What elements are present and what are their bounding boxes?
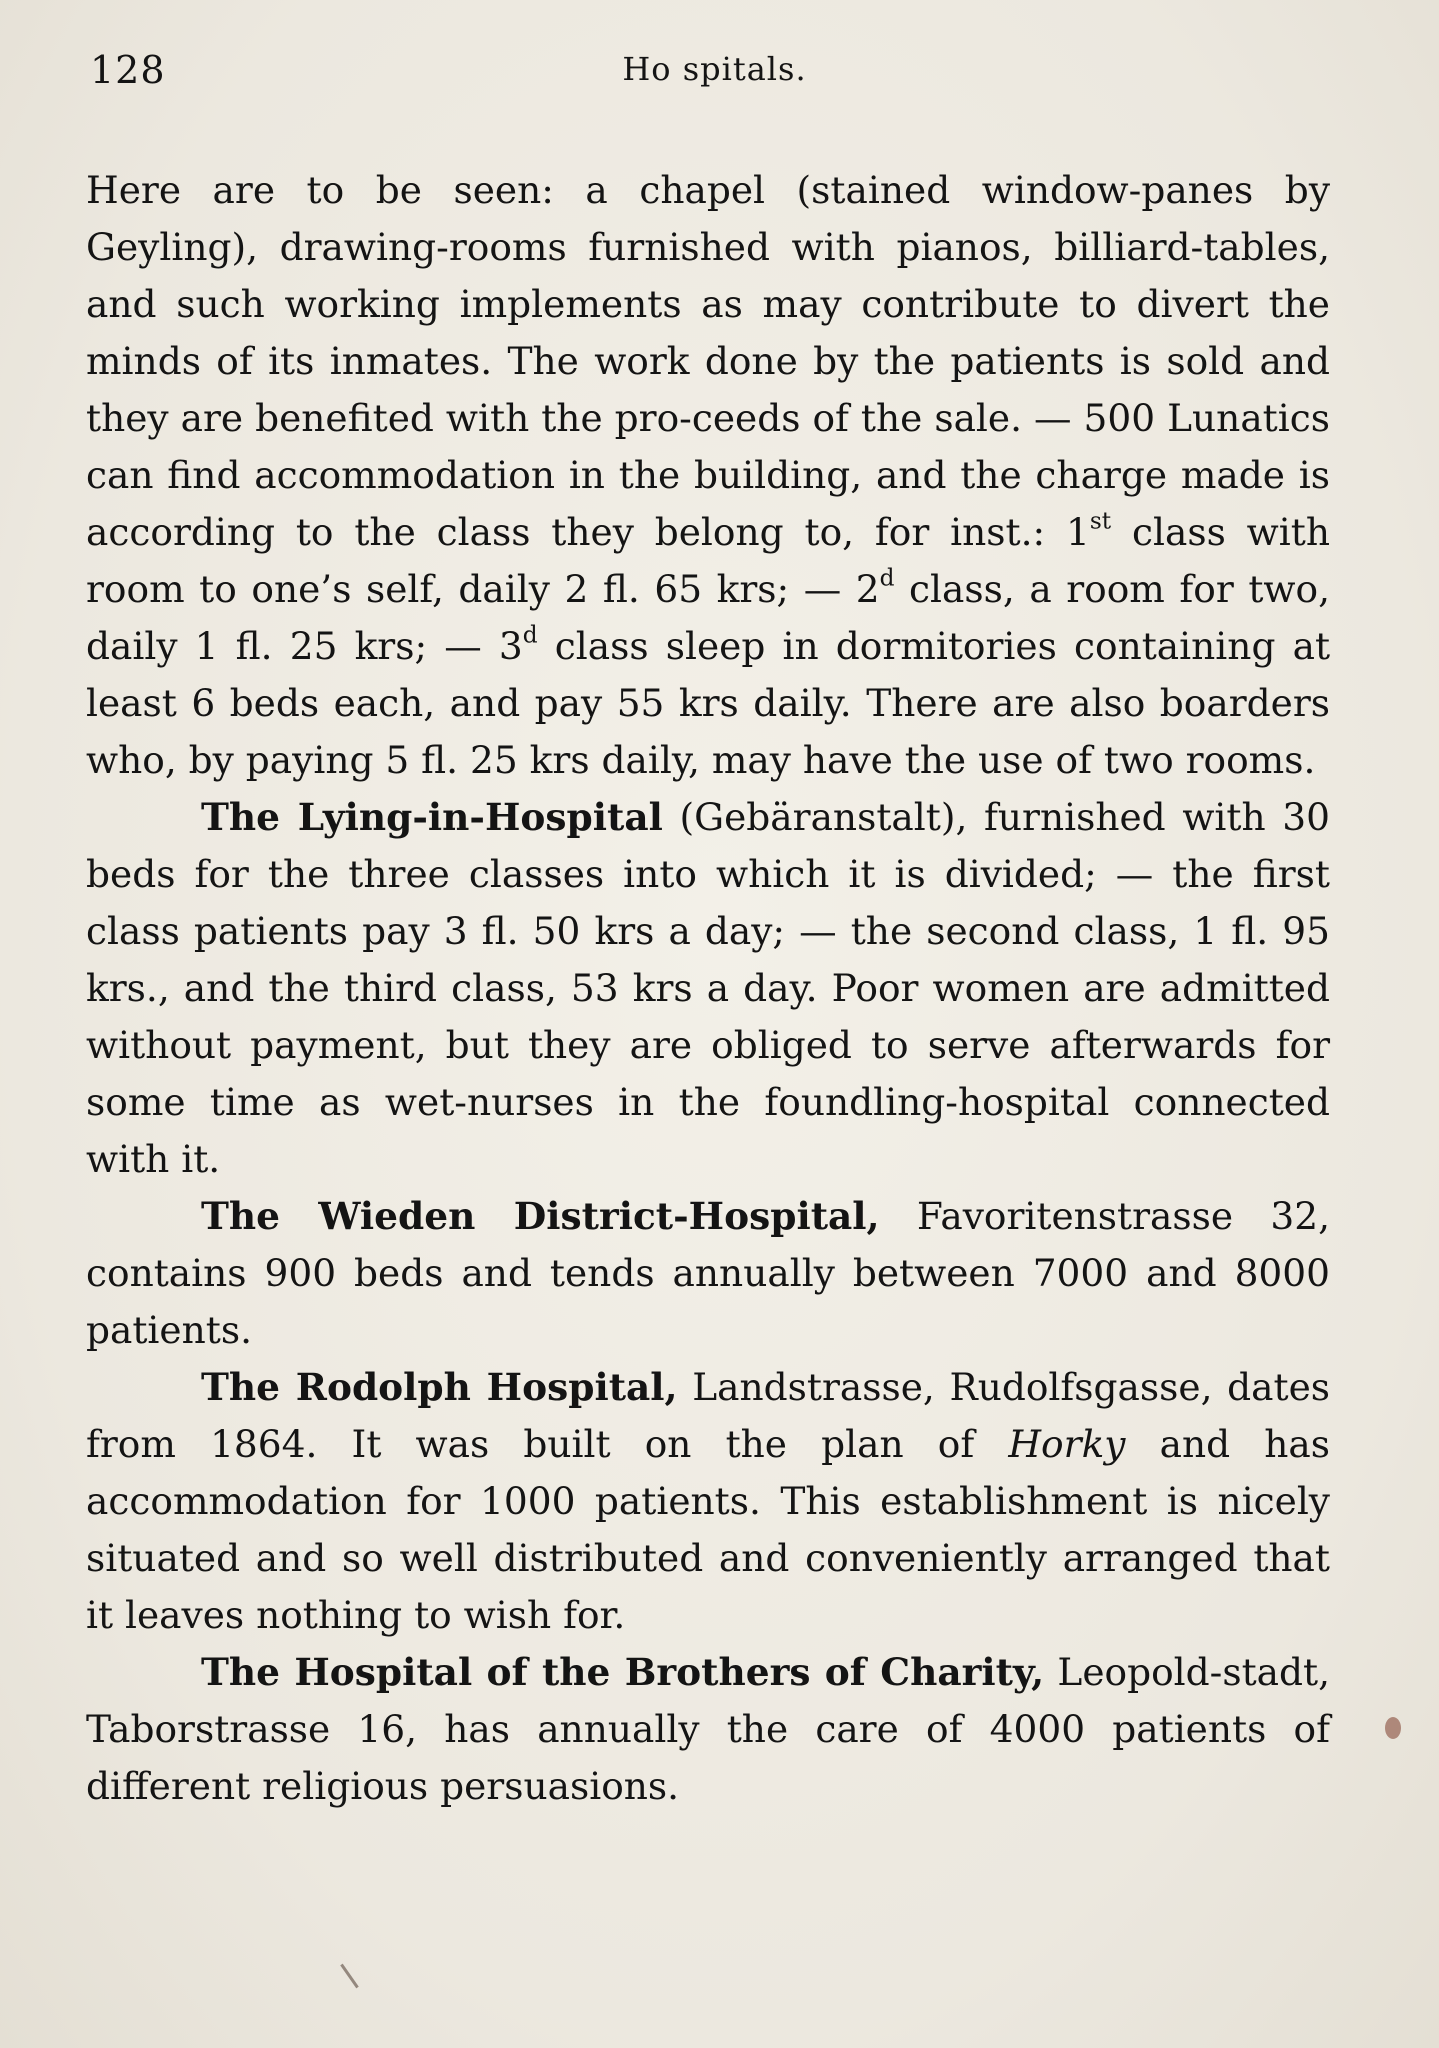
rodolph-title: The Rodolph Hospital, — [201, 1365, 678, 1409]
lying-in-text: (Gebäranstalt), furnished with 30 beds for the three classes into which it is divided; — the first class patients pay 3 fl. 50 krs a day; — the second class, 1 fl. 95 krs., and the third class, 53 krs a day. Poor women are admitted without payment, but they are obliged to serve afterwards for some time as wet-nurses in the foundling-hospital connected with it. — [86, 795, 1330, 1181]
brothers-paragraph — [86, 1644, 1330, 1815]
rodolph-text: Landstrasse, Rudolfsgasse, dates from 1864. It was built on the plan of — [86, 1365, 1330, 1466]
wieden-paragraph — [86, 1188, 1330, 1359]
page-body — [86, 162, 1330, 1815]
ordinal-superscript: d — [522, 621, 538, 649]
brothers-title: The Hospital of the Brothers of Charity, — [201, 1650, 1045, 1694]
intro-text: class, a room for two, daily 1 fl. 25 krs; — 3 — [86, 567, 1330, 668]
wieden-text: Favoritenstrasse 32, contains 900 beds and tends annually between 7000 and 8000 patients. — [86, 1194, 1330, 1352]
rodolph-text: and has accommodation for 1000 patients. This establishment is nicely situated and so well distributed and conveniently arranged that it leaves nothing to wish for. — [86, 1422, 1331, 1637]
running-head: Ho spitals. — [622, 50, 807, 88]
lying-in-paragraph — [86, 789, 1330, 1188]
rodolph-architect: Horky — [1008, 1422, 1126, 1466]
wieden-title: The Wieden District-Hospital, — [201, 1194, 880, 1238]
brothers-text: Leopold-stadt, Taborstrasse 16, has annually the care of 4000 patients of different religious persuasions. — [86, 1650, 1331, 1808]
rodolph-paragraph — [86, 1359, 1330, 1644]
intro-text: class sleep in dormitories containing at least 6 beds each, and pay 55 krs daily. There are also boarders who, by paying 5 fl. 25 krs daily, may have the use of two rooms. — [86, 624, 1331, 782]
page-header — [90, 40, 1339, 100]
page-number: 128 — [90, 48, 166, 92]
paper-mark — [340, 1964, 359, 1989]
ordinal-superscript: d — [879, 564, 895, 592]
intro-text: class with room to one’s self, daily 2 fl. 65 krs; — 2 — [86, 510, 1330, 611]
ordinal-superscript: st — [1089, 507, 1112, 535]
lying-in-title: The Lying-in-Hospital — [201, 795, 663, 839]
paper-speck — [1385, 1717, 1401, 1739]
intro-text: Here are to be seen: a chapel (stained window-panes by Geyling), drawing-rooms furnished with pianos, billiard-tables, and such working implements as may contribute to divert the minds of its inmates. The work done by the patients is sold and they are benefited with the pro-ceeds of the sale. — 500 Lunatics can find accommodation in the building, and the charge made is according to the class they belong to, for inst.: 1 — [86, 168, 1330, 554]
intro-paragraph — [86, 162, 1330, 789]
